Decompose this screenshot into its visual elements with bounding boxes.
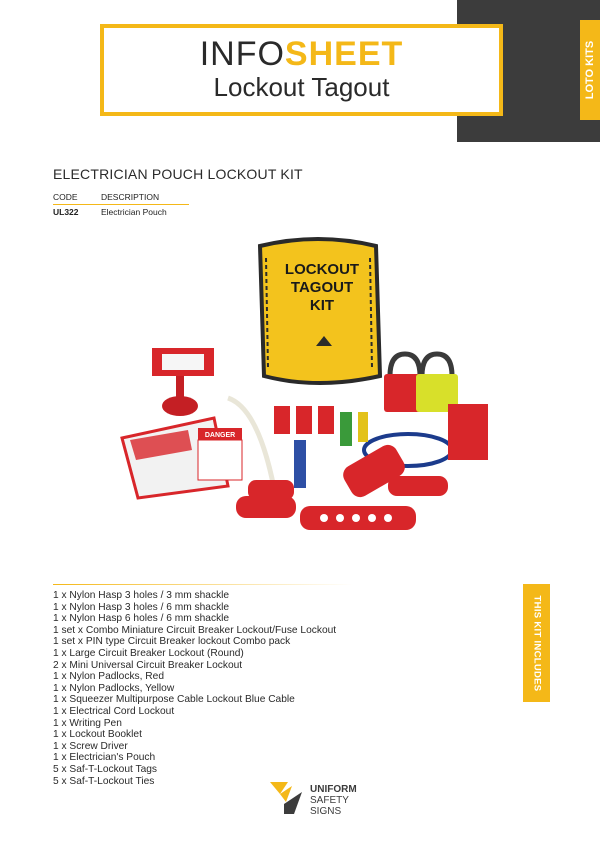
right-breaker-lockout-illustration bbox=[448, 404, 488, 460]
company-logo bbox=[270, 780, 390, 826]
lockout-tags-illustration bbox=[122, 418, 242, 498]
loto-kits-tab bbox=[580, 20, 600, 120]
pouch-illustration bbox=[260, 239, 380, 383]
page-subtitle: Lockout Tagout bbox=[213, 72, 390, 102]
list-item: 1 x Writing Pen bbox=[53, 717, 122, 729]
logo-line3: SIGNS bbox=[310, 806, 342, 817]
logo-mark-icon bbox=[270, 780, 304, 816]
code-table-row bbox=[53, 207, 167, 217]
page-title bbox=[104, 36, 499, 72]
list-item: 1 x Nylon Hasp 3 holes / 6 mm shackle bbox=[53, 601, 230, 613]
list-item: 1 x Electrician's Pouch bbox=[53, 752, 156, 764]
pouch-text-line3: KIT bbox=[309, 297, 335, 314]
code-column-header: CODE bbox=[53, 192, 78, 202]
padlock-yellow-illustration bbox=[416, 354, 458, 412]
logo-line2: SAFETY bbox=[310, 795, 349, 806]
tag-danger-text: DANGER bbox=[204, 432, 236, 439]
pouch-text-line1: LOCKOUT bbox=[284, 261, 360, 278]
list-item: 1 x Nylon Padlocks, Yellow bbox=[53, 682, 175, 694]
kit-includes-tab bbox=[523, 584, 550, 702]
loto-kits-label: LOTO KITS bbox=[584, 40, 596, 100]
list-item: 1 x Nylon Hasp 6 holes / 6 mm shackle bbox=[53, 613, 230, 625]
code-table-header bbox=[53, 192, 189, 205]
product-code: UL322 bbox=[53, 207, 79, 217]
logo-line1: UNIFORM bbox=[310, 784, 357, 795]
list-item: 1 x Nylon Padlocks, Red bbox=[53, 671, 164, 683]
title-light: INFO bbox=[199, 35, 285, 73]
kit-title: ELECTRICIAN POUCH LOCKOUT KIT bbox=[53, 166, 303, 182]
logo-text bbox=[310, 784, 357, 817]
pouch-text-line2: TAGOUT bbox=[290, 279, 354, 296]
list-item: 1 set x Combo Miniature Circuit Breaker Lockout/Fuse Lockout bbox=[53, 624, 337, 636]
contents-divider bbox=[53, 584, 353, 585]
list-item: 2 x Mini Universal Circuit Breaker Lockout bbox=[53, 659, 243, 671]
kit-contents-list bbox=[53, 590, 336, 787]
list-item: 1 x Electrical Cord Lockout bbox=[53, 705, 175, 717]
list-item: 1 set x PIN type Circuit Breaker lockout Combo pack bbox=[53, 636, 291, 648]
product-description: Electrician Pouch bbox=[101, 207, 167, 217]
product-photo bbox=[118, 228, 498, 543]
breaker-lockout-illustration bbox=[152, 348, 214, 416]
title-box bbox=[100, 24, 503, 116]
list-item: 5 x Saf-T-Lockout Tags bbox=[53, 763, 158, 775]
list-item: 1 x Large Circuit Breaker Lockout (Round) bbox=[53, 647, 244, 659]
kit-includes-label: THIS KIT INCLUDES bbox=[531, 595, 543, 691]
list-item: 1 x Screw Driver bbox=[53, 740, 128, 752]
list-item: 1 x Squeezer Multipurpose Cable Lockout Blue Cable bbox=[53, 694, 295, 706]
title-bold: SHEET bbox=[284, 35, 404, 73]
list-item: 1 x Lockout Booklet bbox=[53, 729, 142, 741]
list-item: 1 x Nylon Hasp 3 holes / 3 mm shackle bbox=[53, 590, 230, 601]
list-item: 5 x Saf-T-Lockout Ties bbox=[53, 775, 155, 787]
description-column-header: DESCRIPTION bbox=[101, 192, 160, 202]
